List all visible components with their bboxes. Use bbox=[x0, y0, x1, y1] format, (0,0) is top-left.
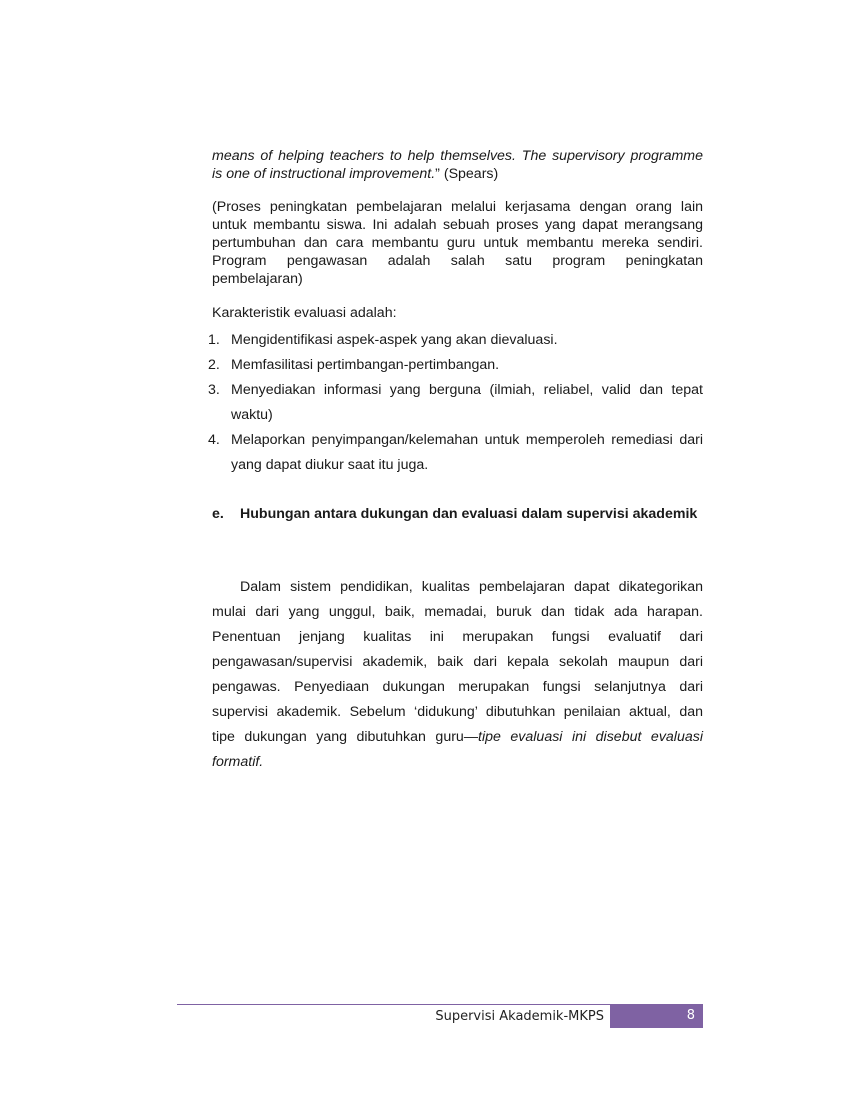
quote-attribution: ” (Spears) bbox=[435, 166, 499, 182]
quote-line-1: means of helping teachers to help themselves. The supervisory programme bbox=[212, 148, 703, 164]
page-number: 8 bbox=[686, 1008, 695, 1023]
list-number: 2. bbox=[208, 357, 220, 373]
paragraph-line: Dalam sistem pendidikan, kualitas pembelajaran dapat dikategorikan bbox=[240, 579, 703, 595]
list-number: 1. bbox=[208, 332, 220, 348]
quote-continuation bbox=[212, 147, 703, 183]
list-text: Melaporkan penyimpangan/kelemahan untuk memperoleh remediasi dari yang dapat diukur saat itu juga. bbox=[231, 432, 703, 473]
characteristics-intro: Karakteristik evaluasi adalah: bbox=[212, 305, 397, 321]
section-heading bbox=[212, 502, 703, 527]
translation-line: untuk membantu siswa. Ini adalah sebuah proses yang dapat merangsang bbox=[212, 217, 703, 233]
section-letter: e. bbox=[212, 506, 224, 522]
list-text: Memfasilitasi pertimbangan-pertimbangan. bbox=[231, 357, 500, 373]
paragraph-line: formatif. bbox=[212, 754, 264, 770]
list-number: 3. bbox=[208, 382, 220, 398]
paragraph-text: tipe dukungan yang dibutuhkan guru— bbox=[212, 729, 479, 745]
paragraph-line bbox=[212, 725, 703, 750]
translation-paragraph bbox=[212, 198, 703, 288]
list-number: 4. bbox=[208, 432, 220, 448]
translation-line: (Proses peningkatan pembelajaran melalui kerjasama dengan orang lain bbox=[212, 199, 703, 215]
list-text: Mengidentifikasi aspek-aspek yang akan dievaluasi. bbox=[231, 332, 558, 348]
paragraph-line: pengawas. Penyediaan dukungan merupakan fungsi selanjutnya dari bbox=[212, 679, 703, 695]
paragraph-line: mulai dari yang unggul, baik, memadai, buruk dan tidak ada harapan. bbox=[212, 604, 703, 620]
paragraph-line: Penentuan jenjang kualitas ini merupakan fungsi evaluatif dari bbox=[212, 629, 703, 645]
section-title: Hubungan antara dukungan dan evaluasi dalam supervisi akademik bbox=[240, 506, 698, 522]
quote-line-2 bbox=[212, 165, 703, 183]
body-paragraph bbox=[212, 575, 703, 775]
list-item bbox=[208, 378, 703, 428]
footer-title: Supervisi Akademik-MKPS bbox=[435, 1009, 604, 1024]
list-item bbox=[208, 428, 703, 478]
list-item bbox=[208, 328, 703, 353]
translation-line: pembelajaran) bbox=[212, 271, 303, 287]
list-item bbox=[208, 353, 703, 378]
page-number-box bbox=[610, 1004, 703, 1028]
list-text: Menyediakan informasi yang berguna (ilmiah, reliabel, valid dan tepat waktu) bbox=[231, 382, 703, 423]
paragraph-italic-text: tipe evaluasi ini disebut evaluasi bbox=[478, 729, 703, 745]
paragraph-line: pengawasan/supervisi akademik, baik dari kepala sekolah maupun dari bbox=[212, 654, 703, 670]
translation-line: Program pengawasan adalah salah satu program peningkatan bbox=[212, 253, 703, 269]
quote-line-2-italic: is one of instructional improvement. bbox=[212, 166, 436, 182]
translation-line: pertumbuhan dan cara membantu guru untuk membantu mereka sendiri. bbox=[212, 235, 703, 251]
characteristics-list bbox=[208, 328, 703, 478]
paragraph-line: supervisi akademik. Sebelum ‘didukung’ dibutuhkan penilaian aktual, dan bbox=[212, 704, 703, 720]
